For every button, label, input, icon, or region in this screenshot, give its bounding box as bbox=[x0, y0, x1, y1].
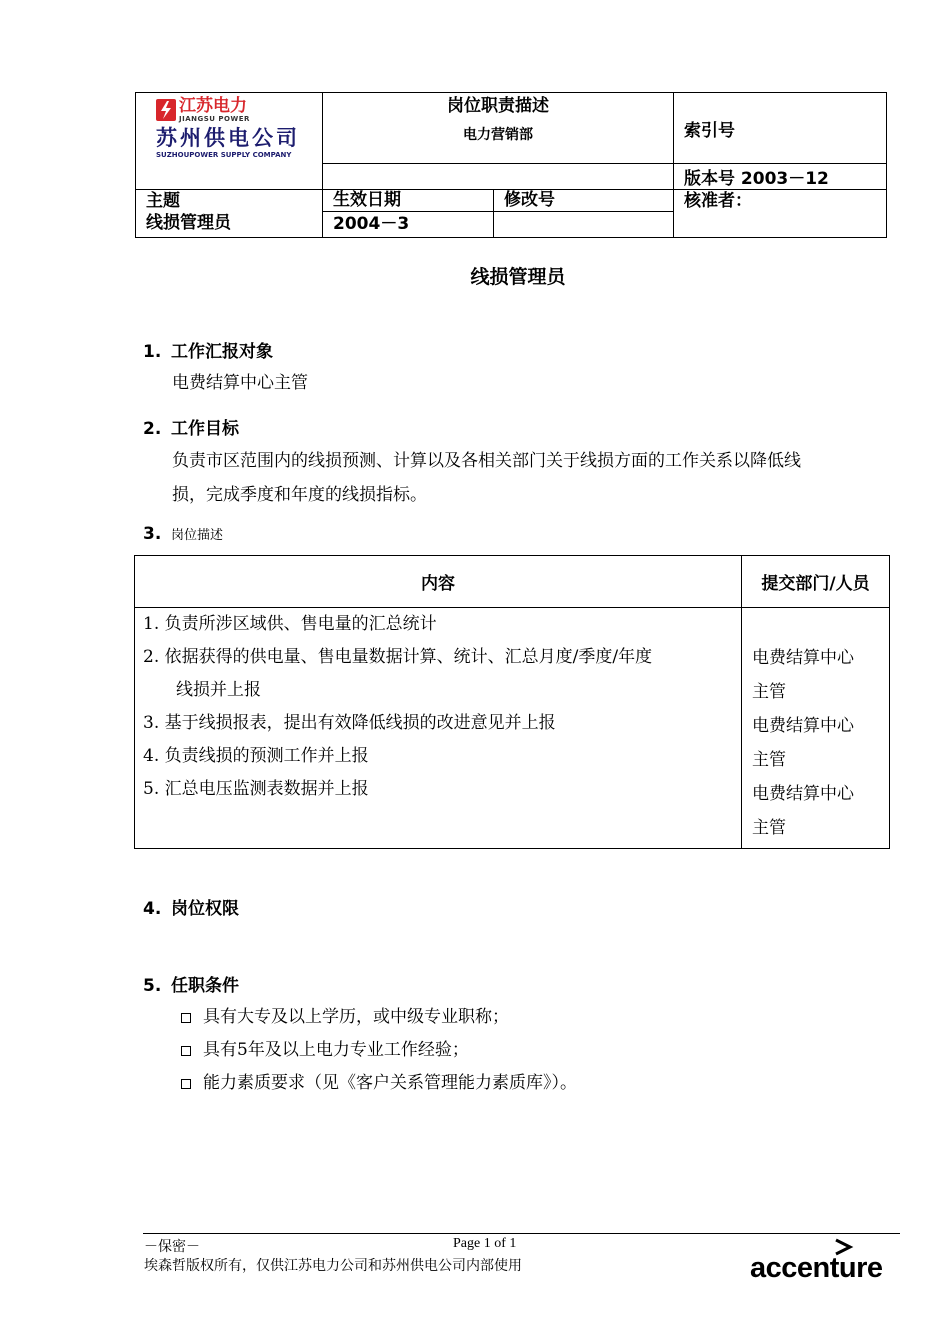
section-5-title: 任职条件 bbox=[171, 976, 239, 996]
duties-table bbox=[134, 555, 890, 849]
section-2-title: 工作目标 bbox=[171, 419, 239, 439]
logo-brand: 江苏电力 bbox=[179, 96, 247, 116]
submit-line: 电费结算中心 bbox=[752, 716, 854, 736]
duties-submit-cell bbox=[742, 608, 890, 849]
duties-col1-header: 内容 bbox=[135, 556, 742, 608]
footer-page: Page 1 of 1 bbox=[453, 1236, 517, 1251]
version-cell bbox=[674, 164, 887, 190]
duties-content-cell bbox=[135, 608, 742, 849]
duty-item: 3. 基于线损报表，提出有效降低线损的改进意见并上报 bbox=[143, 713, 556, 733]
section-2-line-2: 损，完成季度和年度的线损指标。 bbox=[172, 485, 427, 505]
footer-copyright: 埃森哲版权所有，仅供江苏电力公司和苏州供电公司内部使用 bbox=[144, 1259, 522, 1274]
duty-item: 2. 依据获得的供电量、售电量数据计算、统计、汇总月度/季度/年度 bbox=[143, 647, 653, 667]
submit-line: 主管 bbox=[752, 682, 786, 702]
footer-rule bbox=[143, 1233, 900, 1234]
duty-item: 5. 汇总电压监测表数据并上报 bbox=[143, 779, 369, 799]
section-5-num: 5. bbox=[143, 976, 162, 996]
footer-confidential: －保密－ bbox=[144, 1240, 200, 1255]
section-1-num: 1. bbox=[143, 342, 162, 362]
subject-cell bbox=[136, 190, 323, 238]
section-3-heading bbox=[143, 524, 223, 544]
company-logo bbox=[136, 93, 323, 190]
logo-brand-en: JIANGSU POWER bbox=[179, 115, 250, 123]
doc-type: 岗位职责描述 bbox=[447, 96, 549, 116]
requirement-item bbox=[181, 1034, 577, 1067]
effective-label-cell bbox=[323, 190, 494, 212]
requirement-text: 具有5年及以上电力专业工作经验； bbox=[203, 1040, 469, 1060]
section-1-body: 电费结算中心主管 bbox=[172, 373, 308, 393]
logo-company: 苏州供电公司 bbox=[156, 126, 300, 150]
requirement-text: 具有大专及以上学历，或中级专业职称； bbox=[203, 1007, 509, 1027]
subject-value: 线损管理员 bbox=[146, 213, 231, 233]
effective-label: 生效日期 bbox=[333, 190, 401, 210]
requirements-list bbox=[181, 1001, 577, 1100]
section-2-heading bbox=[143, 414, 239, 439]
index-label: 索引号 bbox=[684, 120, 735, 141]
index-cell bbox=[674, 93, 887, 164]
requirement-item bbox=[181, 1067, 577, 1100]
approver-label: 核准者： bbox=[684, 191, 752, 211]
section-2-line-1: 负责市区范围内的线损预测、计算以及各相关部门关于线损方面的工作关系以降低线 bbox=[172, 451, 801, 471]
department: 电力营销部 bbox=[463, 127, 533, 143]
submit-line: 电费结算中心 bbox=[752, 648, 854, 668]
section-4-num: 4. bbox=[143, 899, 162, 919]
effective-value: 2004－3 bbox=[333, 214, 410, 234]
checkbox-bullet-icon bbox=[181, 1013, 191, 1023]
section-1-heading bbox=[143, 337, 273, 362]
revision-label-cell bbox=[494, 190, 674, 212]
section-5-heading bbox=[143, 971, 239, 996]
section-2-body bbox=[172, 444, 801, 512]
revision-value-cell bbox=[494, 212, 674, 238]
empty-cell bbox=[323, 164, 674, 190]
version: 版本号 2003－12 bbox=[684, 169, 829, 189]
approver-cell bbox=[674, 190, 887, 238]
subject-label: 主题 bbox=[146, 191, 180, 211]
checkbox-bullet-icon bbox=[181, 1046, 191, 1056]
effective-value-cell bbox=[323, 212, 494, 238]
section-3-title: 岗位描述 bbox=[171, 528, 224, 543]
accenture-wordmark: accenture bbox=[750, 1252, 883, 1284]
duty-item: 1. 负责所涉区域供、售电量的汇总统计 bbox=[143, 614, 437, 634]
revision-label: 修改号 bbox=[504, 190, 555, 210]
section-2-num: 2. bbox=[143, 419, 162, 439]
duties-col2-header: 提交部门/人员 bbox=[742, 556, 890, 608]
page-title: 线损管理员 bbox=[470, 266, 566, 288]
duty-item: 4. 负责线损的预测工作并上报 bbox=[143, 746, 369, 766]
section-3-num: 3. bbox=[143, 524, 162, 544]
submit-line: 电费结算中心 bbox=[752, 784, 854, 804]
header-table bbox=[135, 92, 887, 238]
section-1-title: 工作汇报对象 bbox=[171, 342, 273, 362]
logo-company-en: SUZHOUPOWER SUPPLY COMPANY bbox=[156, 151, 292, 159]
section-4-title: 岗位权限 bbox=[171, 899, 239, 919]
submit-line: 主管 bbox=[752, 750, 786, 770]
submit-line: 主管 bbox=[752, 818, 786, 838]
power-logo-icon bbox=[156, 99, 176, 121]
requirement-text: 能力素质要求（见《客户关系管理能力素质库》）。 bbox=[203, 1073, 577, 1093]
doc-title-cell bbox=[323, 93, 674, 164]
requirement-item bbox=[181, 1001, 577, 1034]
section-4-heading bbox=[143, 894, 239, 919]
duty-item-continued: 线损并上报 bbox=[176, 680, 261, 700]
checkbox-bullet-icon bbox=[181, 1079, 191, 1089]
